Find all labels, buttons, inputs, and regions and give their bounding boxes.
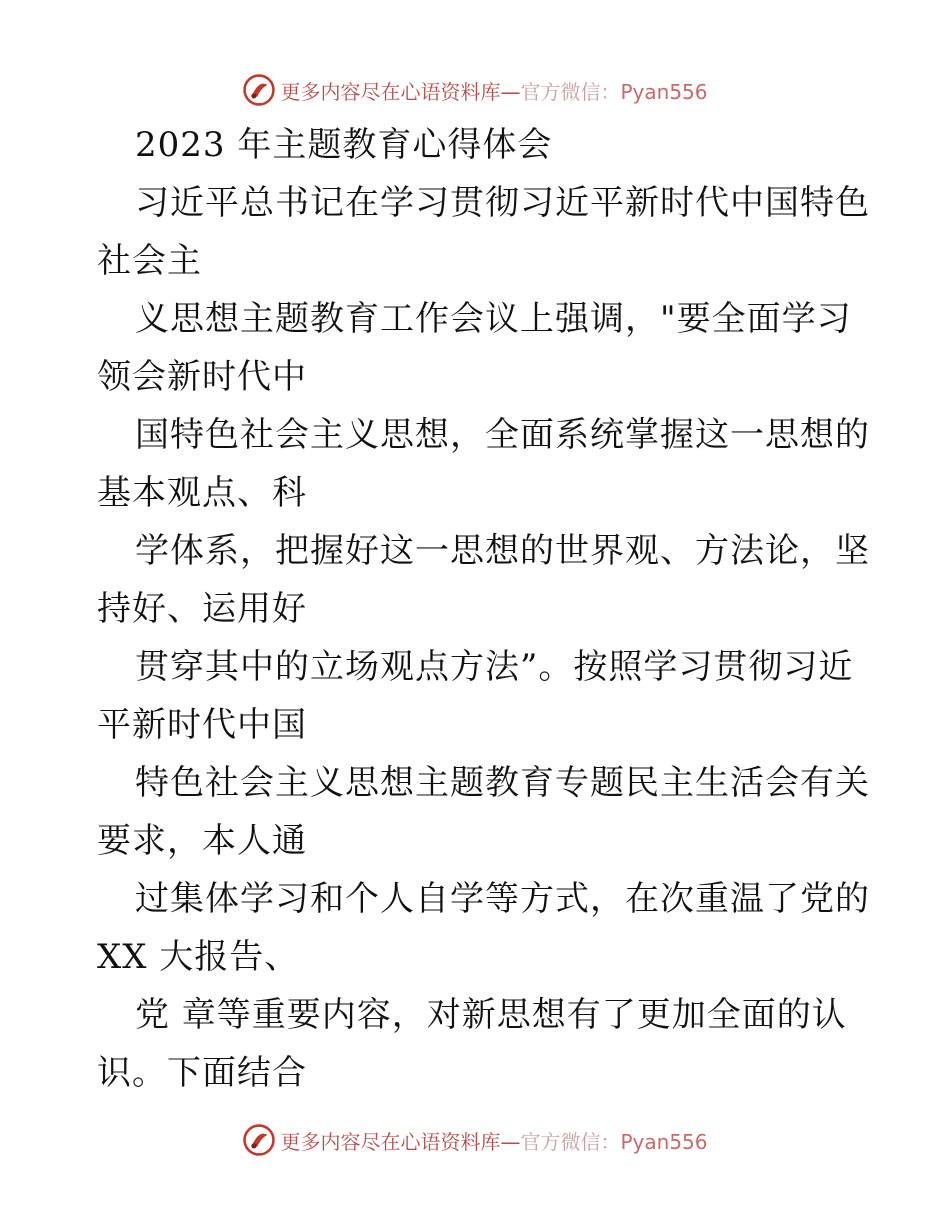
text-line: 习近平总书记在学习贯彻习近平新时代中国特色 (135, 183, 870, 223)
text-line: 识。下面结合 (97, 1053, 307, 1093)
text-line: 基本观点、科 (97, 473, 307, 513)
text-line: 党 章等重要内容，对新思想有了更加全面的认 (135, 995, 847, 1035)
text-line: 要求，本人通 (97, 821, 307, 861)
text-line: 平新时代中国 (97, 705, 307, 745)
text-line: 领会新时代中 (97, 357, 307, 397)
text-line: 国特色社会主义思想，全面系统掌握这一思想的 (135, 415, 870, 455)
header-banner (0, 70, 950, 110)
footer-text: 更多内容尽在心语资料库—官方微信：Pyan556 (280, 1129, 708, 1154)
text-line: XX 大报告、 (97, 937, 300, 977)
text-line: 特色社会主义思想主题教育专题民主生活会有关 (135, 763, 870, 803)
document-body (97, 116, 870, 1102)
header-text: 更多内容尽在心语资料库—官方微信：Pyan556 (280, 79, 708, 104)
footer-banner (0, 1120, 950, 1160)
document-title: 2023 年主题教育心得体会 (135, 125, 553, 165)
text-line: 学体系，把握好这一思想的世界观、方法论，坚 (135, 531, 870, 571)
brand-logo-icon (242, 1123, 276, 1157)
text-line: 持好、运用好 (97, 589, 307, 629)
text-line: 贯穿其中的立场观点方法”。按照学习贯彻习近 (135, 647, 854, 687)
text-line: 过集体学习和个人自学等方式，在次重温了党的 (135, 879, 870, 919)
text-line: 社会主 (97, 241, 202, 281)
brand-logo-icon (242, 73, 276, 107)
text-line: 义思想主题教育工作会议上强调，"要全面学习 (135, 299, 852, 339)
